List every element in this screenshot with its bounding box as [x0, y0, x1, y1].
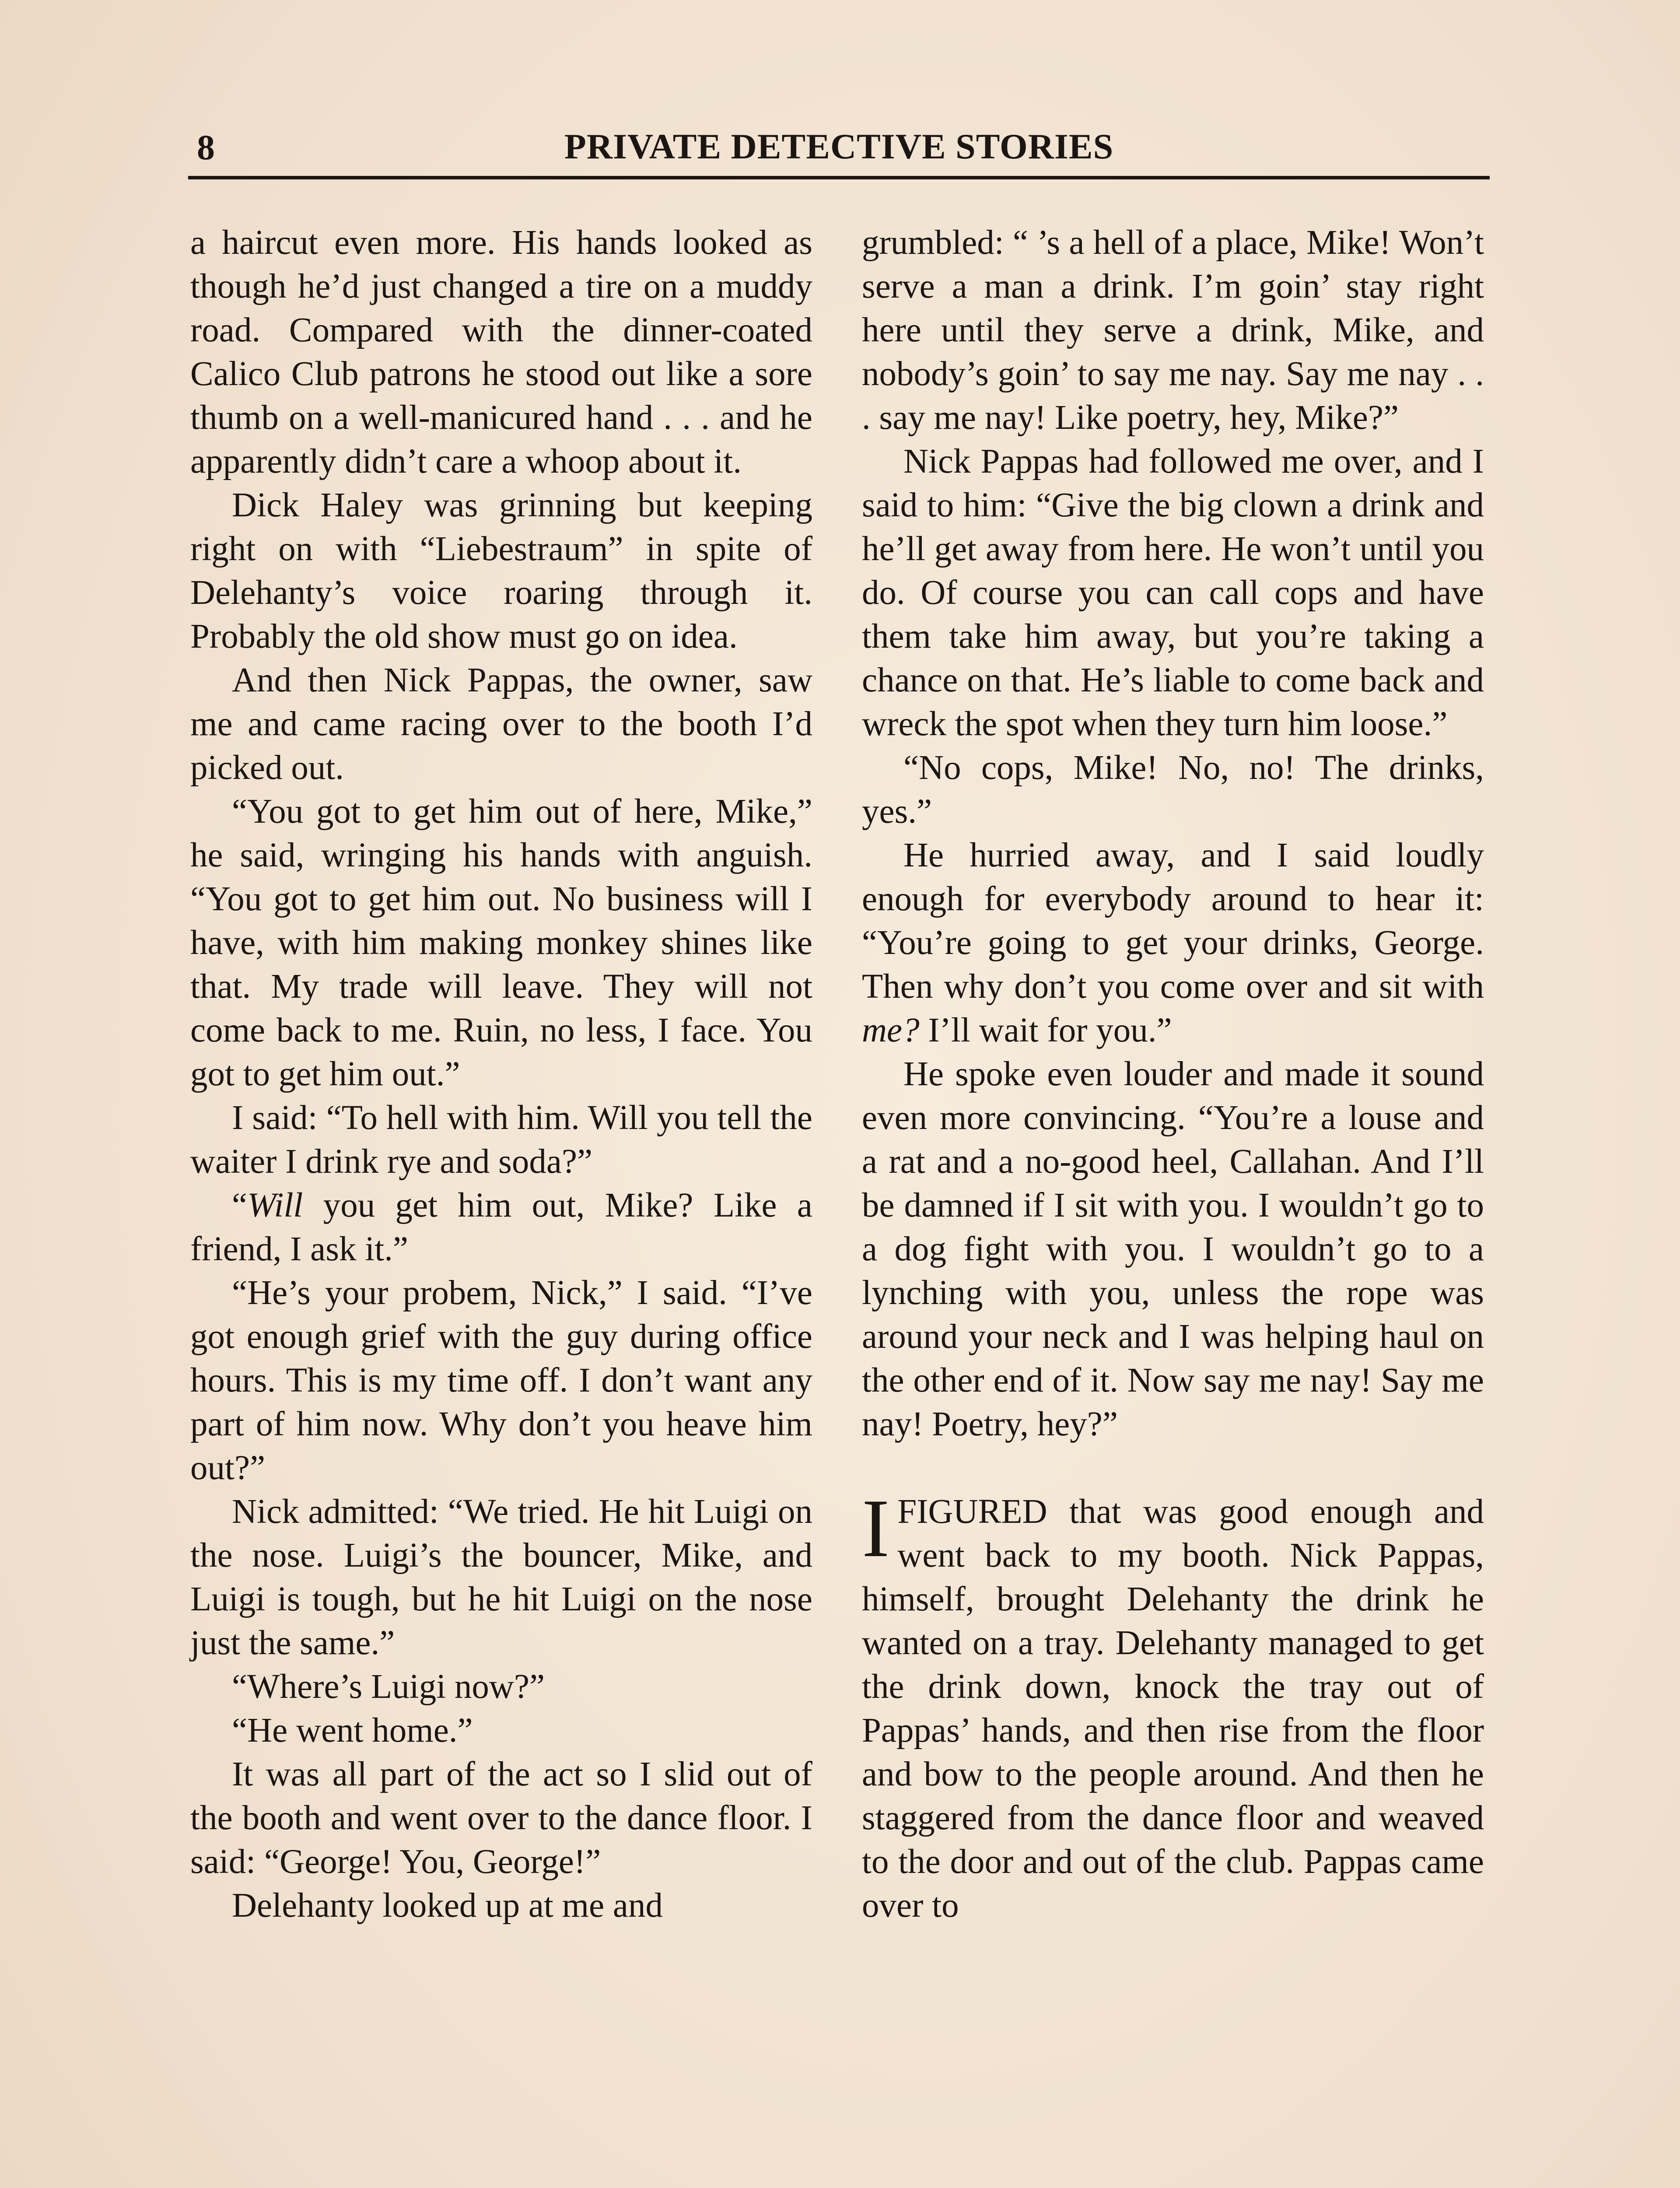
paragraph: And then Nick Pappas, the owner, saw me and came racing over to the booth I’d picked out.	[190, 661, 812, 787]
paragraph: grumbled: “ ’s a hell of a place, Mike! Won’t serve a man a drink. I’m goin’ stay right here until they serve a drink, Mike, and nobody’s goin’ to say me nay. Say me nay . . . say me nay! Like poetry, hey, Mike?”	[862, 224, 1484, 437]
paragraph-text: you get him out, Mike? Like a friend, I ask it.”	[190, 1186, 812, 1268]
page-number: 8	[197, 127, 215, 167]
italic-word: Will	[247, 1186, 303, 1224]
paragraph	[862, 834, 1484, 1052]
paragraph: He spoke even louder and made it sound even more convincing. “You’re a louse and a rat and a no-good heel, Callahan. And I’ll be damned if I sit with you. I wouldn’t go to a dog fight with you. I wouldn’t go to a lynching with you, unless the rope was around your neck and I was helping haul on the other end of it. Now say me nay! Say me nay! Poetry, hey?”	[862, 1055, 1484, 1443]
paragraph-text: FIGURED that was good enough and went back to my booth. Nick Pappas, himself, brought Delehanty the drink he wanted on a tray. Delehanty managed to get the drink down, knock the tray out of Pappas’ hands, and then rise from the floor and bow to the people around. And then he staggered from the dance floor and weaved to the door and out of the club. Pappas came over to	[862, 1493, 1484, 1925]
paragraph: Nick Pappas had followed me over, and I said to him: “Give the big clown a drink and he’ll get away from here. He won’t until you do. Of course you can call cops and have them take him away, but you’re taking a chance on that. He’s liable to come back and wreck the spot when they turn him loose.”	[862, 442, 1484, 743]
left-column	[190, 221, 812, 1928]
paragraph: Delehanty looked up at me and	[232, 1886, 663, 1925]
paragraph: It was all part of the act so I slid out of the booth and went over to the dance floor. I said: “George! You, George!”	[190, 1755, 812, 1881]
paragraph: a haircut even more. His hands looked as though he’d just changed a tire on a muddy road. Compared with the dinner-coated Calico Club patrons he stood out like a sore thumb on a well-manicured hand . . . and he apparently didn’t care a whoop about it.	[190, 224, 812, 480]
paragraph-text: He hurried away, and I said loudly enough for everybody around to hear it: “You’re going to get your drinks, George. Then why don’t you come over and sit with	[862, 836, 1484, 1006]
paragraph: “You got to get him out of here, Mike,” he said, wringing his hands with anguish. “You got to get him out. No business will I have, with him making monkey shines like that. My trade will leave. They will not come back to me. Ruin, no less, I face. You got to get him out.”	[190, 792, 812, 1093]
paragraph-text: I’ll wait for you.”	[919, 1011, 1172, 1049]
drop-cap: I	[862, 1483, 890, 1574]
section-paragraph	[862, 1483, 1484, 1928]
quote-open: “	[232, 1186, 248, 1224]
header-rule	[188, 176, 1490, 179]
right-column	[862, 221, 1484, 1928]
paragraph: “He went home.”	[232, 1711, 473, 1750]
paragraph: “He’s your probem, Nick,” I said. “I’ve got enough grief with the guy during office hours. This is my time off. I don’t want any part of him now. Why don’t you heave him out?”	[190, 1274, 812, 1487]
italic-word: me?	[862, 1011, 920, 1049]
paragraph	[190, 1184, 812, 1271]
page-header	[188, 118, 1490, 184]
paragraph: Dick Haley was grinning but keeping right on with “Liebestraum” in spite of Delehanty’s voice roaring through it. Probably the old show must go on idea.	[190, 486, 812, 656]
running-title: PRIVATE DETECTIVE STORIES	[564, 126, 1114, 166]
paragraph: “No cops, Mike! No, no! The drinks, yes.”	[862, 749, 1484, 831]
paragraph: I said: “To hell with him. Will you tell the waiter I drink rye and soda?”	[190, 1099, 812, 1181]
paragraph: Nick admitted: “We tried. He hit Luigi on the nose. Luigi’s the bouncer, Mike, and Luigi is tough, but he hit Luigi on the nose just the same.”	[190, 1493, 812, 1662]
paragraph: “Where’s Luigi now?”	[232, 1668, 545, 1706]
